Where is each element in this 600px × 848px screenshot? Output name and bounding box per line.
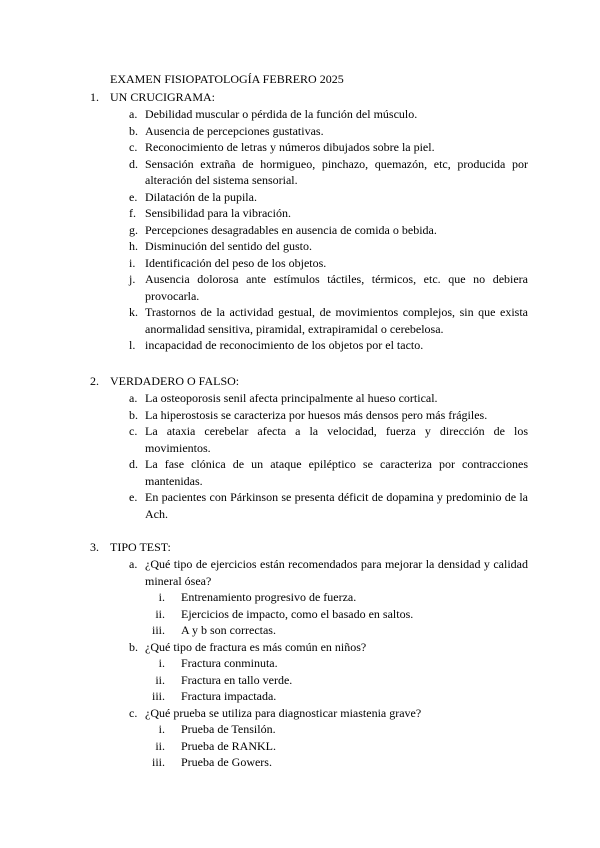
section-title: UN CRUCIGRAMA: <box>110 90 216 104</box>
section-number: 1. <box>90 90 99 104</box>
item-letter: j. <box>129 272 136 286</box>
list-item <box>0 238 600 255</box>
section-number: 3. <box>90 540 99 554</box>
question-text: ¿Qué prueba se utiliza para diagnosticar miastenia grave? <box>145 705 422 720</box>
question-letter: c. <box>129 705 138 720</box>
list-item <box>0 407 600 424</box>
item-letter: c. <box>129 424 138 438</box>
section-title: TIPO TEST: <box>110 540 171 554</box>
list-item <box>0 222 600 239</box>
item-text: La hiperostosis se caracteriza por huesos más densos pero más frágiles. <box>145 407 488 422</box>
list-item <box>0 271 600 304</box>
answer-option <box>0 606 600 623</box>
item-letter: b. <box>129 123 138 138</box>
answer-option <box>0 622 600 639</box>
item-text: En pacientes con Párkinson se presenta déficit de dopamina y predominio de la Ach. <box>145 490 528 521</box>
option-number: iii. <box>151 689 165 703</box>
list-item <box>0 456 600 489</box>
option-text: A y b son correctas. <box>181 623 276 637</box>
item-letter: a. <box>129 107 138 121</box>
question-text: ¿Qué tipo de ejercicios están recomendados para mejorar la densidad y calidad mineral ósea? <box>145 557 528 588</box>
option-text: Entrenamiento progresivo de fuerza. <box>181 590 357 604</box>
item-letter: e. <box>129 189 138 204</box>
item-letter: i. <box>129 255 136 270</box>
option-text: Fractura conminuta. <box>181 656 278 670</box>
list-item <box>0 390 600 407</box>
option-text: Prueba de Tensilón. <box>181 722 276 736</box>
option-text: Ejercicios de impacto, como el basado en saltos. <box>181 606 414 621</box>
option-number: i. <box>158 656 165 670</box>
item-letter: l. <box>129 338 136 352</box>
section-crucigrama <box>0 89 600 354</box>
question <box>0 705 600 722</box>
section-heading <box>0 373 600 390</box>
item-text: La fase clónica de un ataque epiléptico se caracteriza por contracciones mantenidas. <box>145 457 528 488</box>
list-item <box>0 139 600 156</box>
item-text: Ausencia dolorosa ante estímulos táctiles, térmicos, etc. que no debiera provocarla. <box>145 272 528 303</box>
option-number: iii. <box>151 623 165 637</box>
section-heading <box>0 539 600 556</box>
list-item <box>0 489 600 522</box>
item-letter: h. <box>129 239 138 253</box>
item-letter: c. <box>129 140 138 154</box>
option-number: ii. <box>155 672 165 687</box>
item-text: Sensación extraña de hormigueo, pinchazo, quemazón, etc, producida por alteración del sistema sensorial. <box>145 156 528 187</box>
item-text: Trastornos de la actividad gestual, de movimientos complejos, sin que exista anormalidad sensitiva, piramidal, extrapiramidal o cerebelosa. <box>145 305 528 336</box>
section-tipo-test <box>0 539 600 771</box>
item-text: Reconocimiento de letras y números dibujados sobre la piel. <box>145 140 435 154</box>
item-letter: d. <box>129 457 138 471</box>
item-text: Identificación del peso de los objetos. <box>145 255 327 270</box>
option-number: ii. <box>155 606 165 621</box>
item-text: Disminución del sentido del gusto. <box>145 239 312 253</box>
answer-option <box>0 721 600 738</box>
section-number: 2. <box>90 374 99 388</box>
item-text: Sensibilidad para la vibración. <box>145 206 291 220</box>
question <box>0 556 600 589</box>
item-letter: d. <box>129 156 138 171</box>
option-text: Prueba de RANKL. <box>181 738 276 753</box>
item-text: Debilidad muscular o pérdida de la función del músculo. <box>145 107 418 121</box>
item-letter: k. <box>129 305 138 319</box>
option-text: Fractura impactada. <box>181 689 277 703</box>
item-letter: b. <box>129 407 138 422</box>
answer-option <box>0 738 600 755</box>
section-heading <box>0 89 600 106</box>
item-letter: e. <box>129 490 138 504</box>
list-item <box>0 189 600 206</box>
list-item <box>0 123 600 140</box>
item-letter: g. <box>129 222 138 237</box>
list-item <box>0 156 600 189</box>
item-text: Ausencia de percepciones gustativas. <box>145 123 324 138</box>
question-text: ¿Qué tipo de fractura es más común en niños? <box>145 639 367 654</box>
answer-option <box>0 672 600 689</box>
list-item <box>0 255 600 272</box>
option-number: i. <box>158 722 165 736</box>
option-number: iii. <box>151 755 165 769</box>
option-text: Fractura en tallo verde. <box>181 672 293 687</box>
section-title: VERDADERO O FALSO: <box>110 374 240 388</box>
question <box>0 639 600 656</box>
list-item <box>0 106 600 123</box>
option-number: i. <box>158 590 165 604</box>
item-text: La ataxia cerebelar afecta a la velocidad, fuerza y dirección de los movimientos. <box>145 424 528 455</box>
list-item <box>0 337 600 354</box>
list-item <box>0 304 600 337</box>
item-text: La osteoporosis senil afecta principalmente al hueso cortical. <box>145 391 438 405</box>
section-verdadero-falso <box>0 373 600 522</box>
item-text: Percepciones desagradables en ausencia de comida o bebida. <box>145 222 437 237</box>
exam-title: EXAMEN FISIOPATOLOGÍA FEBRERO 2025 <box>110 72 344 86</box>
answer-option <box>0 655 600 672</box>
answer-option <box>0 688 600 705</box>
option-text: Prueba de Gowers. <box>181 755 272 769</box>
question-letter: b. <box>129 639 138 654</box>
list-item <box>0 423 600 456</box>
item-text: incapacidad de reconocimiento de los objetos por el tacto. <box>145 338 424 352</box>
answer-option <box>0 589 600 606</box>
item-text: Dilatación de la pupila. <box>145 189 257 204</box>
option-number: ii. <box>155 738 165 753</box>
item-letter: a. <box>129 391 138 405</box>
answer-option <box>0 754 600 771</box>
list-item <box>0 205 600 222</box>
question-letter: a. <box>129 557 138 571</box>
item-letter: f. <box>129 206 136 220</box>
